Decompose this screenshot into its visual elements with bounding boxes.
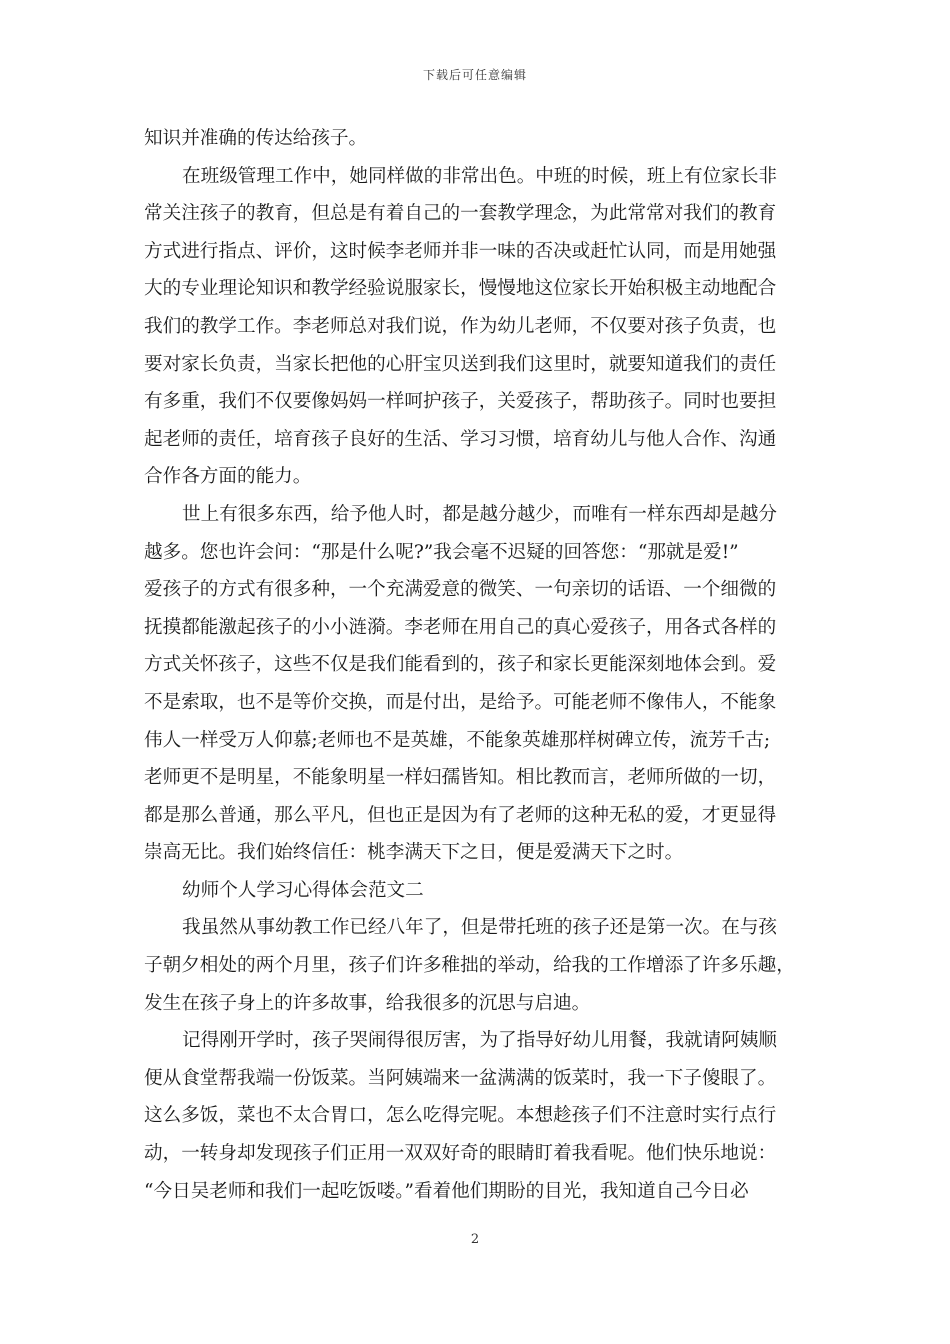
- text-line: 方式关怀孩子，这些不仅是我们能看到的，孩子和家长更能深刻地体会到。爱: [144, 654, 777, 676]
- section-heading: 幼师个人学习心得体会范文二: [182, 879, 424, 901]
- text-line: 动，一转身却发现孩子们正用一双双好奇的眼睛盯着我看呢。他们快乐地说：: [144, 1143, 777, 1165]
- text-line: 抚摸都能激起孩子的小小涟漪。李老师在用自己的真心爱孩子，用各式各样的: [144, 616, 777, 638]
- text-line: 合作各方面的能力。: [144, 466, 312, 488]
- text-line: 伟人一样受万人仰慕;老师也不是英雄，不能象英雄那样树碑立传，流芳千古;: [144, 729, 771, 751]
- paragraph-start: 我虽然从事幼教工作已经八年了，但是带托班的孩子还是第一次。在与孩: [182, 917, 778, 939]
- text-line: 崇高无比。我们始终信任：桃李满天下之日，便是爱满天下之时。: [144, 842, 684, 864]
- page-number: 2: [470, 1232, 480, 1247]
- text-line: 大的专业理论知识和教学经验说服家长，慢慢地这位家长开始积极主动地配合: [144, 278, 777, 300]
- paragraph-start: 记得刚开学时，孩子哭闹得很厉害，为了指导好幼儿用餐，我就请阿姨顺: [182, 1030, 778, 1052]
- text-line: 老师更不是明星，不能象明星一样妇孺皆知。相比教而言，老师所做的一切，: [144, 767, 777, 789]
- text-line: 不是索取，也不是等价交换，而是付出，是给予。可能老师不像伟人，不能象: [144, 691, 777, 713]
- text-line: 这么多饭，菜也不太合胃口，怎么吃得完呢。本想趁孩子们不注意时实行点行: [144, 1105, 777, 1127]
- paragraph-start: 在班级管理工作中，她同样做的非常出色。中班的时候，班上有位家长非: [182, 165, 778, 187]
- text-line: 子朝夕相处的两个月里，孩子们许多稚拙的举动，给我的工作增添了许多乐趣，: [144, 955, 795, 977]
- text-line: 常关注孩子的教育，但总是有着自己的一套教学理念，为此常常对我们的教育: [144, 203, 777, 225]
- text-line: 越多。您也许会问：“那是什么呢?”我会毫不迟疑的回答您：“那就是爱!”: [144, 541, 739, 563]
- text-line: 有多重，我们不仅要像妈妈一样呵护孩子，关爱孩子，帮助孩子。同时也要担: [144, 391, 777, 413]
- paragraph-start: 世上有很多东西，给予他人时，都是越分越少，而唯有一样东西却是越分: [182, 503, 778, 525]
- text-line: 方式进行指点、评价，这时候李老师并非一味的否决或赶忙认同，而是用她强: [144, 240, 777, 262]
- document-body: [144, 120, 808, 1210]
- text-line: 知识并准确的传达给孩子。: [144, 128, 368, 149]
- text-line: 便从食堂帮我端一份饭菜。当阿姨端来一盆满满的饭菜时，我一下子傻眼了。: [144, 1067, 777, 1089]
- text-line: 爱孩子的方式有很多种，一个充满爱意的微笑、一句亲切的话语、一个细微的: [144, 579, 777, 601]
- text-line: 起老师的责任，培育孩子良好的生活、学习习惯，培育幼儿与他人合作、沟通: [144, 428, 777, 450]
- text-line: 我们的教学工作。李老师总对我们说，作为幼儿老师，不仅要对孩子负责，也: [144, 315, 777, 337]
- text-line: “今日吴老师和我们一起吃饭喽。”看着他们期盼的目光，我知道自己今日必: [144, 1180, 749, 1202]
- text-line: 发生在孩子身上的许多故事，给我很多的沉思与启迪。: [144, 992, 591, 1014]
- text-line: 都是那么普通，那么平凡，但也正是因为有了老师的这种无私的爱，才更显得: [144, 804, 777, 826]
- page-header: 下载后可任意编辑: [422, 68, 527, 82]
- text-line: 要对家长负责，当家长把他的心肝宝贝送到我们这里时，就要知道我们的责任: [144, 353, 777, 375]
